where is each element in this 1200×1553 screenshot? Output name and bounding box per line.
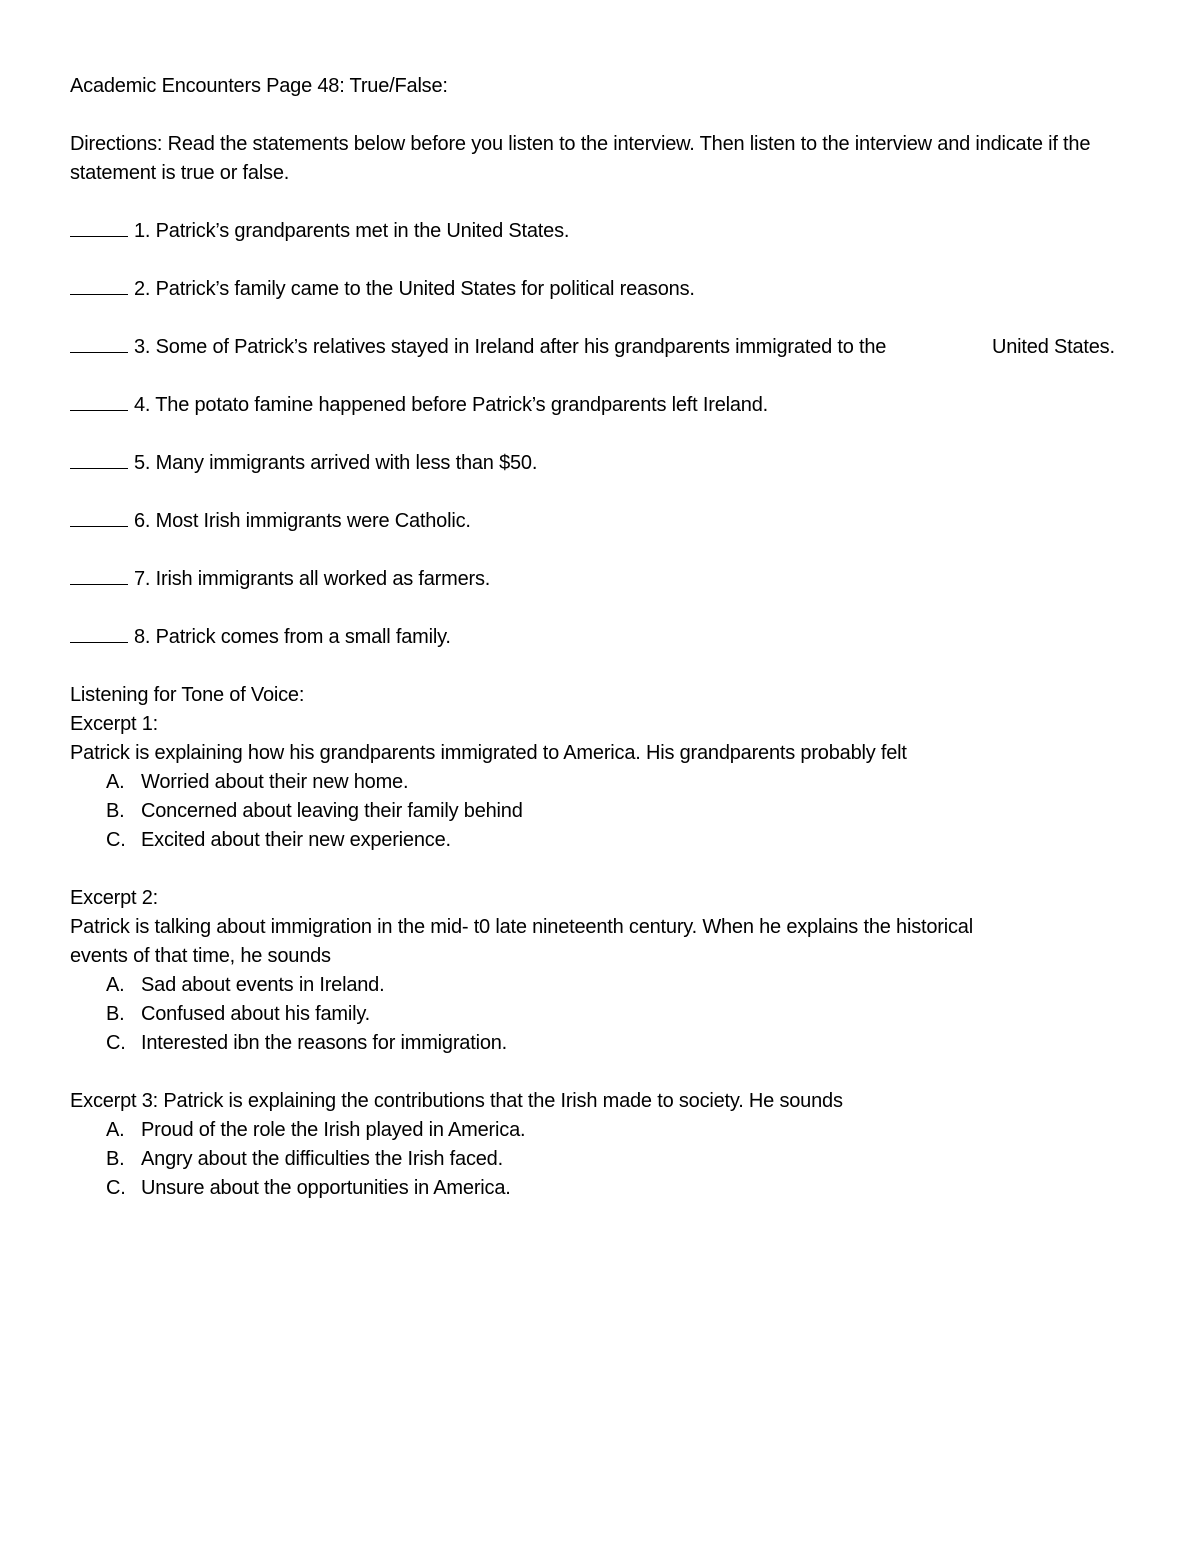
- choice-letter: A.: [106, 771, 125, 793]
- excerpt-label: Excerpt 2:: [70, 887, 159, 909]
- answer-blank[interactable]: [70, 392, 128, 411]
- tf-statement: The potato famine happened before Patrick’s grandparents left Ireland.: [155, 394, 768, 416]
- tf-statement: Most Irish immigrants were Catholic.: [155, 510, 471, 532]
- choice-text: Unsure about the opportunities in America.: [141, 1177, 511, 1199]
- choice-text: Angry about the difficulties the Irish faced.: [141, 1148, 503, 1170]
- choice-a[interactable]: [70, 1116, 1160, 1145]
- choice-b[interactable]: [70, 797, 1160, 826]
- excerpt-label: Excerpt 1:: [70, 713, 159, 735]
- page-title: Academic Encounters Page 48: True/False:: [70, 75, 448, 97]
- tf-item-4: [70, 391, 1160, 420]
- choice-c[interactable]: [70, 826, 1160, 855]
- tf-statement: Some of Patrick’s relatives stayed in Ireland after his grandparents immigrated to the: [155, 336, 887, 358]
- spacer: [70, 536, 1160, 565]
- spacer: [70, 362, 1160, 391]
- choice-b[interactable]: [70, 1000, 1160, 1029]
- choice-text: Sad about events in Ireland.: [141, 974, 385, 996]
- spacer: [70, 594, 1160, 623]
- excerpt-label: Excerpt 3: Patrick is explaining the contributions that the Irish made to society. He sounds: [70, 1090, 843, 1112]
- tf-item-6: [70, 507, 1160, 536]
- tf-statement: Patrick’s family came to the United States for political reasons.: [155, 278, 695, 300]
- choice-b[interactable]: [70, 1145, 1160, 1174]
- tf-number: 6.: [134, 510, 151, 532]
- choice-letter: A.: [106, 1119, 125, 1141]
- choice-list: [70, 1116, 1160, 1203]
- choice-list: [70, 971, 1160, 1058]
- answer-blank[interactable]: [70, 276, 128, 295]
- excerpt-1: [70, 710, 1160, 855]
- choice-letter: C.: [106, 1177, 126, 1199]
- choice-letter: B.: [106, 1003, 125, 1025]
- directions-text: Directions: Read the statements below before you listen to the interview. Then listen to the interview and indicate if the statement is true or false.: [70, 133, 1091, 184]
- tf-item-3: [70, 333, 1160, 362]
- answer-blank[interactable]: [70, 508, 128, 527]
- tf-number: 4.: [134, 394, 151, 416]
- document-page: [70, 72, 1160, 1203]
- answer-blank[interactable]: [70, 218, 128, 237]
- excerpt-prompt: Patrick is explaining how his grandparents immigrated to America. His grandparents probably felt: [70, 742, 907, 764]
- tf-number: 7.: [134, 568, 151, 590]
- spacer: [70, 188, 1160, 217]
- choice-letter: C.: [106, 829, 126, 851]
- spacer: [70, 101, 1160, 130]
- choice-c[interactable]: [70, 1174, 1160, 1203]
- choice-letter: B.: [106, 1148, 125, 1170]
- choice-letter: A.: [106, 974, 125, 996]
- excerpt-3: [70, 1087, 1160, 1203]
- spacer: [70, 304, 1160, 333]
- tf-item-8: [70, 623, 1160, 652]
- spacer: [70, 1058, 1160, 1087]
- answer-blank[interactable]: [70, 566, 128, 585]
- tf-statement: Patrick comes from a small family.: [155, 626, 451, 648]
- tf-number: 2.: [134, 278, 151, 300]
- tf-statement-tail: United States.: [992, 336, 1115, 358]
- tf-item-2: [70, 275, 1160, 304]
- tf-statement: Patrick’s grandparents met in the United States.: [155, 220, 570, 242]
- answer-blank[interactable]: [70, 334, 128, 353]
- choice-text: Concerned about leaving their family behind: [141, 800, 523, 822]
- answer-blank[interactable]: [70, 450, 128, 469]
- choice-a[interactable]: [70, 768, 1160, 797]
- choice-text: Interested ibn the reasons for immigration.: [141, 1032, 508, 1054]
- spacer: [70, 652, 1160, 681]
- true-false-list: [70, 217, 1160, 652]
- answer-blank[interactable]: [70, 624, 128, 643]
- tf-number: 3.: [134, 336, 151, 358]
- tf-item-1: [70, 217, 1160, 246]
- spacer: [70, 478, 1160, 507]
- choice-text: Proud of the role the Irish played in America.: [141, 1119, 526, 1141]
- spacer: [70, 246, 1160, 275]
- excerpt-prompt-line2: events of that time, he sounds: [70, 945, 331, 967]
- tf-item-5: [70, 449, 1160, 478]
- choice-letter: B.: [106, 800, 125, 822]
- tf-statement: Many immigrants arrived with less than $50.: [155, 452, 538, 474]
- spacer: [70, 420, 1160, 449]
- excerpt-2: [70, 884, 1160, 1058]
- choice-c[interactable]: [70, 1029, 1160, 1058]
- tf-number: 5.: [134, 452, 151, 474]
- choice-text: Excited about their new experience.: [141, 829, 451, 851]
- tone-heading: Listening for Tone of Voice:: [70, 684, 305, 706]
- choice-text: Worried about their new home.: [141, 771, 409, 793]
- choice-list: [70, 768, 1160, 855]
- spacer: [70, 855, 1160, 884]
- tf-item-7: [70, 565, 1160, 594]
- excerpt-prompt-line1: Patrick is talking about immigration in the mid- t0 late nineteenth century. When he explains the historical: [70, 916, 973, 938]
- tf-number: 1.: [134, 220, 151, 242]
- tf-number: 8.: [134, 626, 151, 648]
- choice-text: Confused about his family.: [141, 1003, 370, 1025]
- choice-letter: C.: [106, 1032, 126, 1054]
- choice-a[interactable]: [70, 971, 1160, 1000]
- tf-statement: Irish immigrants all worked as farmers.: [155, 568, 491, 590]
